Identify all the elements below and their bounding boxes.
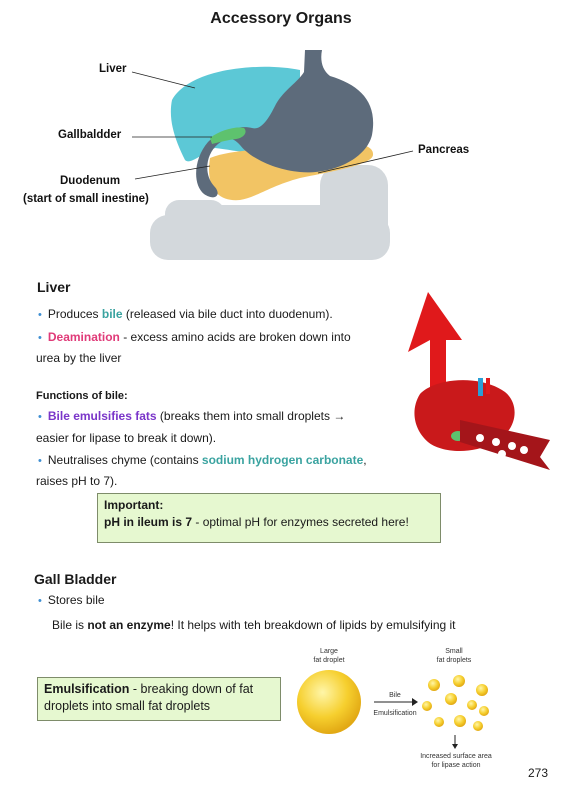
gallbladder-label: Gallbaldder xyxy=(58,129,122,141)
bile-not-enzyme-text: Bile is not an enzyme! It helps with teh breakdown of lipids by emulsifying it xyxy=(52,618,456,632)
page-number: 273 xyxy=(528,766,549,780)
functions-of-bile-heading: Functions of bile: xyxy=(36,390,128,402)
deamination-continuation: urea by the liver xyxy=(36,351,122,365)
arrow-label-emulsification: Emulsification xyxy=(373,710,417,717)
digestive-organs-diagram xyxy=(0,40,562,260)
small-fat-droplets xyxy=(422,675,489,731)
bullet-icon: • xyxy=(38,455,42,467)
large-fat-droplet xyxy=(297,670,361,734)
duodenum-sublabel: (start of small inestine) xyxy=(23,193,149,205)
bullet-icon: • xyxy=(38,595,42,607)
important-title: Important: xyxy=(104,498,164,512)
small-droplets-label: Small fat droplets xyxy=(436,648,472,664)
emulsification-definition: Emulsification - breaking down of fat droplets into small fat droplets xyxy=(37,677,281,721)
bullet-icon: • xyxy=(38,332,42,344)
liver-bullet-bile: • Produces bile (released via bile duct into duodenum). xyxy=(38,307,333,321)
page-title: Accessory Organs xyxy=(210,10,352,27)
surface-area-caption: Increased surface area for lipase action xyxy=(420,753,492,769)
liver-bullet-deamination: • Deamination - excess amino acids are broken down into xyxy=(38,330,351,344)
bullet-icon: • xyxy=(38,309,42,321)
fat-droplet-figure xyxy=(284,635,509,775)
liver-label: Liver xyxy=(99,63,127,75)
bile-function-neutralise: • Neutralises chyme (contains sodium hydrogen carbonate, xyxy=(38,453,367,467)
important-text: pH in ileum is 7 - optimal pH for enzymes secreted here! xyxy=(104,515,409,529)
arrow-label-bile: Bile xyxy=(389,692,401,699)
emulsify-continuation: easier for lipase to break it down). xyxy=(36,431,217,445)
gall-bladder-heading: Gall Bladder xyxy=(34,571,117,587)
bile-function-emulsify: • Bile emulsifies fats (breaks them into small droplets → xyxy=(38,409,346,423)
neutralise-continuation: raises pH to 7). xyxy=(36,474,118,488)
liver-heading: Liver xyxy=(37,279,71,295)
red-arrow-icon xyxy=(408,292,462,392)
bullet-icon: • xyxy=(38,411,42,423)
liver-toxins-illustration xyxy=(400,292,555,477)
large-droplet-label: Large fat droplet xyxy=(313,648,345,664)
gall-bladder-bullet: • Stores bile xyxy=(38,593,105,607)
important-note xyxy=(97,493,441,543)
liver-leader-line xyxy=(132,72,195,88)
duodenum-label: Duodenum xyxy=(60,175,121,187)
pancreas-label: Pancreas xyxy=(418,144,470,156)
